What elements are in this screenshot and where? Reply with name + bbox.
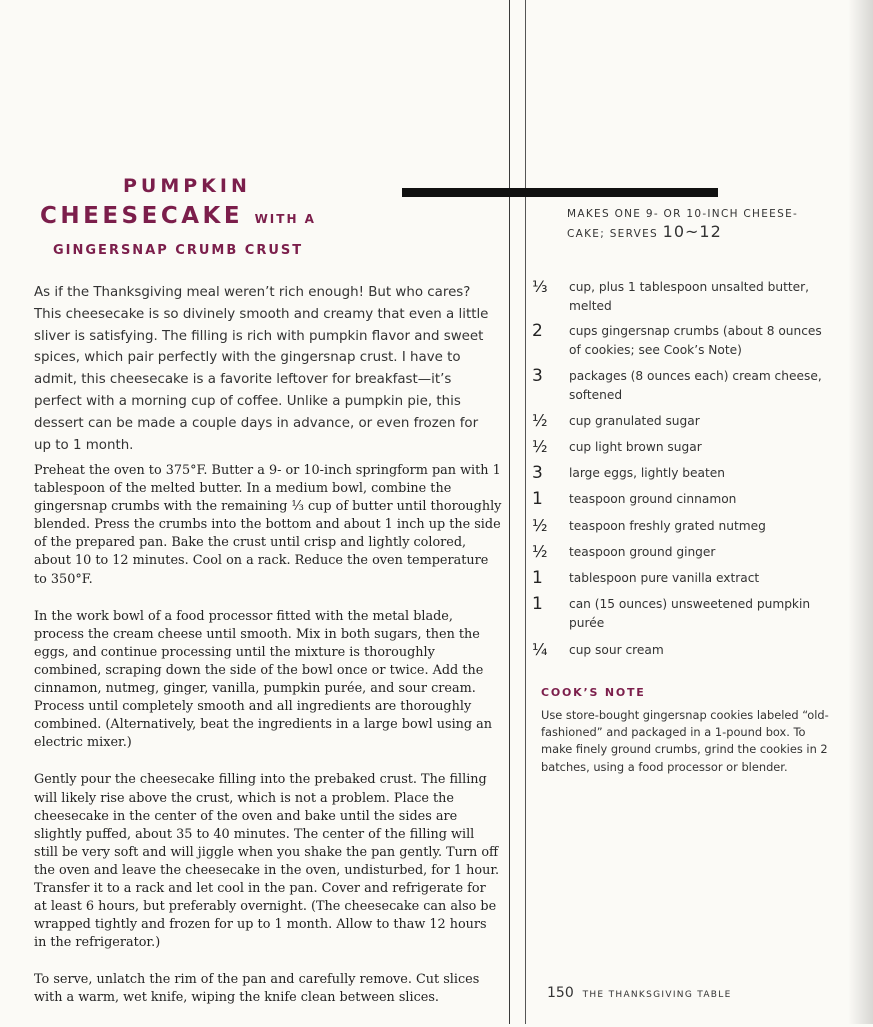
ingredient-desc: cup light brown sugar [569,440,702,454]
ingredient-desc: cup, plus 1 tablespoon unsalted butter, melted [569,280,810,313]
ingredient-qty: ½ [532,516,548,535]
title-line-2 [40,203,540,229]
method-step-1: Preheat the oven to 375°F. Butter a 9- or 10-inch springform pan with 1 tablespoon of the melted butter. In a medium bowl, combine the gingersnap crumbs with the remaining ⅓ cup of butter until thoroughly blended. Press the crumbs into the bottom and about 1 inch up the side of the prepared pan. Bake the crust until crisp and lightly colored, about 10 to 12 minutes. Cool on a rack. Reduce the oven temperature to 350°F. [34,463,502,587]
running-head: THE THANKSGIVING TABLE [582,990,732,1000]
cooks-note-heading: COOK’S NOTE [541,686,646,699]
method-step-2: In the work bowl of a food processor fitted with the metal blade, process the cream cheese until smooth. Mix in both sugars, then the eggs, and continue processing until the mixture is thoroughly combined, scraping down the side of the bowl once or twice. Add the cinnamon, nutmeg, ginger, vanilla, pumpkin purée, and sour cream. Process until completely smooth and all ingredients are thoroughly combined. (Alternatively, beat the ingredients in a large bowl using an electric mixer.) [34,608,493,751]
ingredient-desc: tablespoon pure vanilla extract [569,571,760,585]
ingredient-desc: cups gingersnap crumbs (about 8 ounces of cookies; see Cook’s Note) [569,324,822,357]
page-fold-line-inner [525,0,526,1024]
ingredient-qty: ⅓ [532,277,548,296]
ingredient-desc: teaspoon ground cinnamon [569,492,737,506]
page-fold-line [509,0,510,1024]
title-line-1: PUMPKIN [123,175,251,197]
page-edge-shadow [848,0,873,1024]
ingredient-qty: ½ [532,542,548,561]
intro-paragraph: As if the Thanksgiving meal weren’t rich enough! But who cares? This cheesecake is so divinely smooth and creamy that even a little sliver is satisfying. The filling is rich with pumpkin flavor and sweet spices, which pair perfectly with the gingersnap crust. I have to admit, this cheesecake is a favorite leftover for breakfast—it’s perfect with a morning cup of coffee. Unlike a pumpkin pie, this dessert can be made a couple days in advance, or even frozen for up to 1 month. [34,285,489,453]
ingredient-desc: cup sour cream [569,643,664,657]
ingredient-desc: teaspoon freshly grated nutmeg [569,519,766,533]
ingredient-desc: can (15 ounces) unsweetened pumpkin purée [569,597,811,630]
recipe-yield [567,205,807,243]
title-line-3: GINGERSNAP CRUMB CRUST [53,243,304,258]
ingredient-qty: ½ [532,437,548,456]
ingredient-qty: 2 [532,321,543,341]
yield-text: MAKES ONE 9- OR 10-INCH CHEESE-CAKE; SERVES [567,208,799,240]
title-main: CHEESECAKE [40,203,244,229]
ingredient-qty: 1 [532,594,543,614]
recipe-method [34,462,502,1027]
ingredient-qty: 3 [532,366,543,386]
cooks-note-body: Use store-bought gingersnap cookies labeled “old-fashioned” and packaged in a 1-pound box. To make finely ground crumbs, grind the cookies in 2 batches, using a food processor or blender. [541,708,829,774]
ingredient-desc: packages (8 ounces each) cream cheese, softened [569,369,822,402]
ingredient-qty: ½ [532,411,548,430]
title-with-a: WITH A [254,212,316,226]
ingredient-qty: 1 [532,568,543,588]
page-number: 150 [547,985,574,1001]
ingredient-qty: 1 [532,489,543,509]
method-step-3: Gently pour the cheesecake filling into the prebaked crust. The filling will likely rise above the crust, which is not a problem. Place the cheesecake in the center of the oven and bake until the sides are slightly puffed, about 35 to 40 minutes. The center of the filling will still be very soft and will jiggle when you shake the pan gently. Turn off the oven and leave the cheesecake in the oven, undisturbed, for 1 hour. Transfer it to a rack and let cool in the pan. Cover and refrigerate for at least 6 hours, but preferably overnight. (The cheesecake can also be wrapped tightly and frozen for up to 1 month. Allow to thaw 12 hours in the refrigerator.) [34,772,500,951]
recipe-intro [34,282,494,456]
ingredient-desc: large eggs, lightly beaten [569,466,726,480]
page-footer [547,985,732,1001]
ingredient-desc: teaspoon ground ginger [569,545,716,559]
yield-serves: 10~12 [662,222,722,241]
method-step-4: To serve, unlatch the rim of the pan and carefully remove. Cut slices with a warm, wet knife, wiping the knife clean between slices. [34,972,480,1006]
ingredient-qty: ¼ [532,640,548,659]
ingredient-qty: 3 [532,463,543,483]
ingredient-desc: cup granulated sugar [569,414,700,428]
